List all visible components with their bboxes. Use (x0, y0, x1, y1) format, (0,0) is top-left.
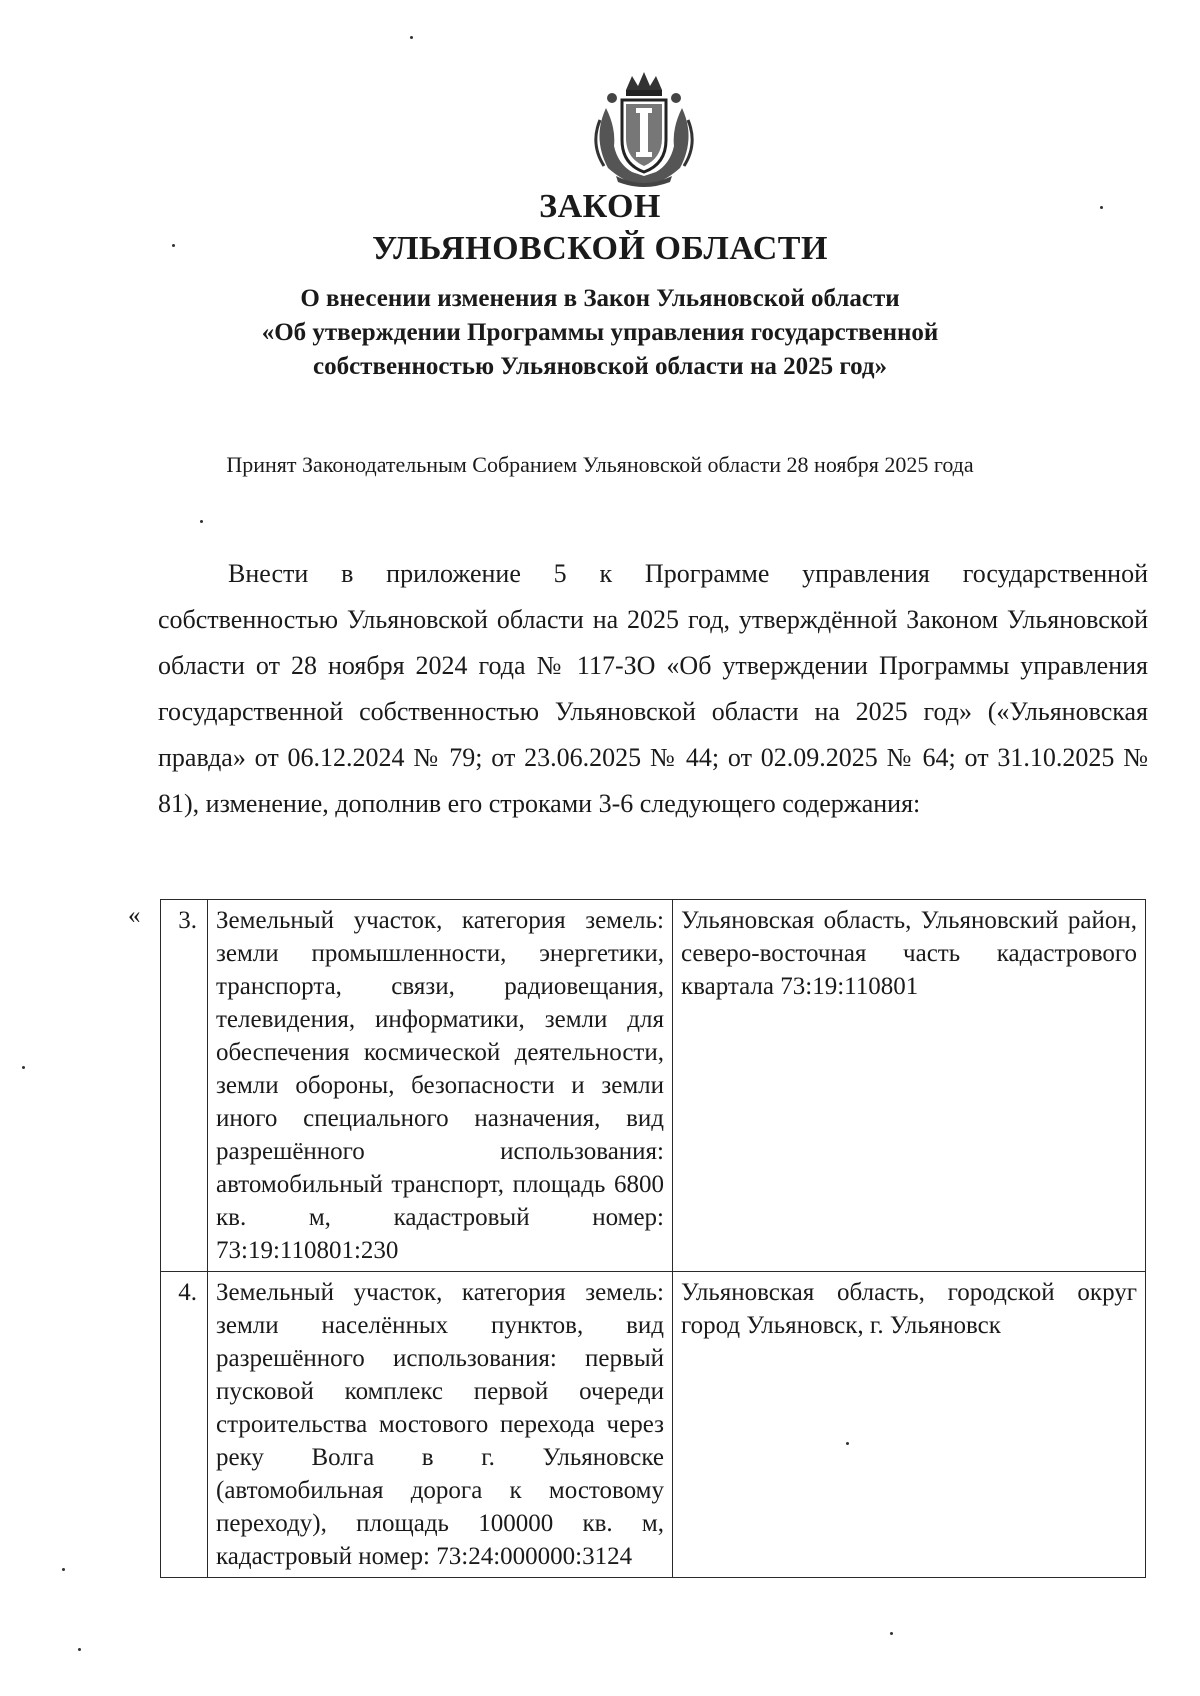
scan-speck (410, 36, 413, 39)
row-description: Земельный участок, категория земель: земли промышленности, энергетики, транспорта, связи, радиовещания, телевидения, информатики, земли для обеспечения космической деятельности, земли обороны, безопасности и земли иного специального назначения, вид разрешённого использования: автомобильный транспорт, площадь 6800 кв. м, кадастровый номер: 73:19:110801:230 (208, 900, 673, 1272)
law-subject (0, 282, 1200, 384)
scan-speck (62, 1568, 65, 1571)
law-title-line-2: УЛЬЯНОВСКОЙ ОБЛАСТИ (372, 230, 828, 267)
scan-speck (22, 1066, 25, 1069)
table-row (161, 900, 1146, 1272)
row-location: Ульяновская область, Ульяновский район, северо-восточная часть кадастрового квартала 73:19:110801 (673, 900, 1146, 1272)
row-description: Земельный участок, категория земель: земли населённых пунктов, вид разрешённого использования: первый пусковой комплекс первой очереди строительства мостового перехода через реку Волга в г. Ульяновске (автомобильная дорога к мостовому переходу), площадь 100000 кв. м, кадастровый номер: 73:24:000000:3124 (208, 1272, 673, 1578)
opening-quote: « (128, 902, 141, 929)
row-number: 4. (161, 1272, 208, 1578)
scan-speck (78, 1648, 81, 1651)
law-subject-line-3: собственностью Ульяновской области на 2025 год» (312, 353, 888, 380)
law-subject-line-1: О внесении изменения в Закон Ульяновской области (300, 285, 900, 312)
law-title (0, 186, 1200, 270)
law-title-line-1: ЗАКОН (539, 188, 661, 225)
scan-speck (890, 1632, 893, 1635)
scan-speck (1100, 206, 1103, 209)
adoption-note: Принят Законодательным Собранием Ульяновской области 28 ноября 2025 года (226, 452, 974, 477)
row-number: 3. (161, 900, 208, 1272)
amendment-table (160, 899, 1146, 1578)
scan-speck (846, 1442, 849, 1445)
main-paragraph: Внести в приложение 5 к Программе управления государственной собственностью Ульяновской области на 2025 год, утверждённой Законом Ульяновской области от 28 ноября 2024 года № 117-ЗО «Об утверждении Программы управления государственной собственностью Ульяновской области на 2025 год» («Ульяновская правда» от 06.12.2024 № 79; от 23.06.2025 № 44; от 02.09.2025 № 64; от 31.10.2025 № 81), изменение, дополнив его строками 3-6 следующего содержания: (158, 559, 1148, 818)
scan-speck (172, 244, 175, 247)
law-subject-line-2: «Об утверждении Программы управления государственной (261, 319, 939, 346)
table-row (161, 1272, 1146, 1578)
scan-speck (200, 520, 203, 523)
row-location: Ульяновская область, городской округ город Ульяновск, г. Ульяновск (673, 1272, 1146, 1578)
coat-of-arms-emblem (586, 68, 702, 190)
